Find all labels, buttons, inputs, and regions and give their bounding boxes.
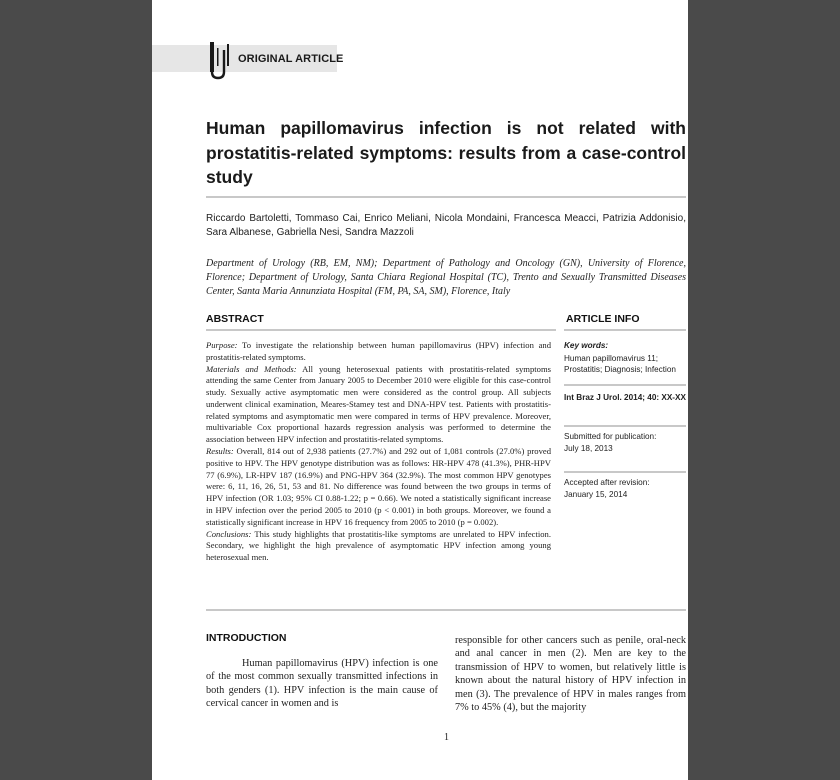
results-text: Overall, 814 out of 2,938 patients (27.7%) and 292 out of 1,081 controls (27.0%) proved positive to HPV. The HPV genotype distribution was as follows: HR-HPV 478 (41.3%), PHR-HPV 77 (6.9%), LR-HPV 187 (16.9%) and PNG-HPV 364 (32.9%). The most common HPV genotypes were: 6, 11, 16, 26, 51, 53 and 81. No difference was found between the two groups in terms of HPV infection (OR 1.03; 95% CI 0.88-1.22; p = 0.66). We noted a statistically significant increase in HPV infection over the period 2005 to 2010 (p < 0.001) in both groups. Moreover, we found a statistically significant increase in HPV 16 frequency from 2005 to 2010 (p = 0.002). — [206, 446, 551, 527]
article-info — [564, 340, 686, 500]
info-rule-1 — [564, 384, 686, 386]
abstract-body — [206, 340, 551, 564]
keywords-label: Key words: — [564, 341, 609, 350]
conclusions-text: This study highlights that prostatitis-like symptoms are unrelated to HPV infection. Secondary, we highlight the high prevalence of asymptomatic HPV infection among young heterosexual men. — [206, 528, 551, 563]
accepted-label: Accepted after revision: — [564, 478, 650, 487]
intro-right-text: responsible for other cancers such as penile, oral-neck and anal cancer in men (2). Men are key to the transmission of HPV to women, but relatively little is known about the natural history of HPV infection in men (3). The prevalence of HPV in males ranges from 7% to 45% (4), but the majority — [455, 635, 686, 714]
intro-left-text: Human papillomavirus (HPV) infection is one of the most common sexually transmitted infections in both genders (1). HPV infection is the main cause of cervical cancer in women and is — [206, 658, 438, 710]
paper-page — [152, 0, 688, 780]
methods-text: All young heterosexual patients with prostatitis-related symptoms attending the same Center from January 2005 to December 2010 were eligible for this case-control study. Sexually active asymptomatic men were considered as the control group. All subjects underwent clinical examination, Meares-Stamey test and DNA-HPV test. Patients with prostatitis-related symptoms and asymptomatic men were compared in terms of HPV prevalence. Moreover, multivariable Cox proportional hazards regression analysis was performed to determine the association between HPV infection and prostatitis-related symptoms. — [206, 363, 551, 445]
article-info-rule — [564, 329, 686, 331]
abstract-rule — [206, 329, 556, 331]
accepted-date: January 15, 2014 — [564, 489, 628, 499]
submitted-label: Submitted for publication: — [564, 432, 657, 441]
info-rule-3 — [564, 471, 686, 473]
journal-reference: Int Braz J Urol. 2014; 40: XX-XX — [564, 392, 686, 402]
intro-left-column — [206, 657, 438, 711]
abstract-end-rule — [206, 609, 686, 611]
page-number: 1 — [444, 732, 449, 743]
conclusions-label: Conclusions: — [206, 528, 252, 539]
abstract-conclusions — [206, 529, 551, 564]
section-label: ORIGINAL ARTICLE — [238, 53, 344, 65]
purpose-text: To investigate the relationship between human papillomavirus (HPV) infection and prostatitis-related symptoms. — [206, 340, 551, 362]
abstract-purpose — [206, 340, 551, 364]
journal-logo-icon — [206, 40, 232, 80]
info-rule-2 — [564, 425, 686, 427]
author-list: Riccardo Bartoletti, Tommaso Cai, Enrico Meliani, Nicola Mondaini, Francesca Meacci, Patrizia Addonisio, Sara Albanese, Gabriella Nesi, Sandra Mazzoli — [206, 213, 686, 238]
purpose-label: Purpose: — [206, 340, 238, 350]
intro-right-column — [455, 634, 686, 714]
title-rule — [206, 196, 686, 198]
article-title: Human papillomavirus infection is not related with prostatitis-related symptoms: results from a case-control study — [206, 118, 686, 187]
abstract-results — [206, 446, 551, 528]
methods-label: Materials and Methods: — [206, 363, 297, 374]
results-label: Results: — [206, 446, 234, 457]
keywords-text: Human papillomavirus 11; Prostatitis; Diagnosis; Infection — [564, 353, 676, 374]
abstract-heading: ABSTRACT — [206, 313, 264, 325]
introduction-heading: INTRODUCTION — [206, 632, 287, 644]
abstract-methods — [206, 364, 551, 446]
article-info-heading: ARTICLE INFO — [566, 313, 640, 325]
affiliations: Department of Urology (RB, EM, NM); Department of Pathology and Oncology (GN), University of Florence, Florence; Department of Urology, Santa Chiara Regional Hospital (TC), Trento and Sexually Transmitted Diseases Center, Santa Maria Annunziata Hospital (FM, PA, SA, SM), Florence, Italy — [206, 258, 686, 297]
submitted-date: July 18, 2013 — [564, 443, 613, 453]
